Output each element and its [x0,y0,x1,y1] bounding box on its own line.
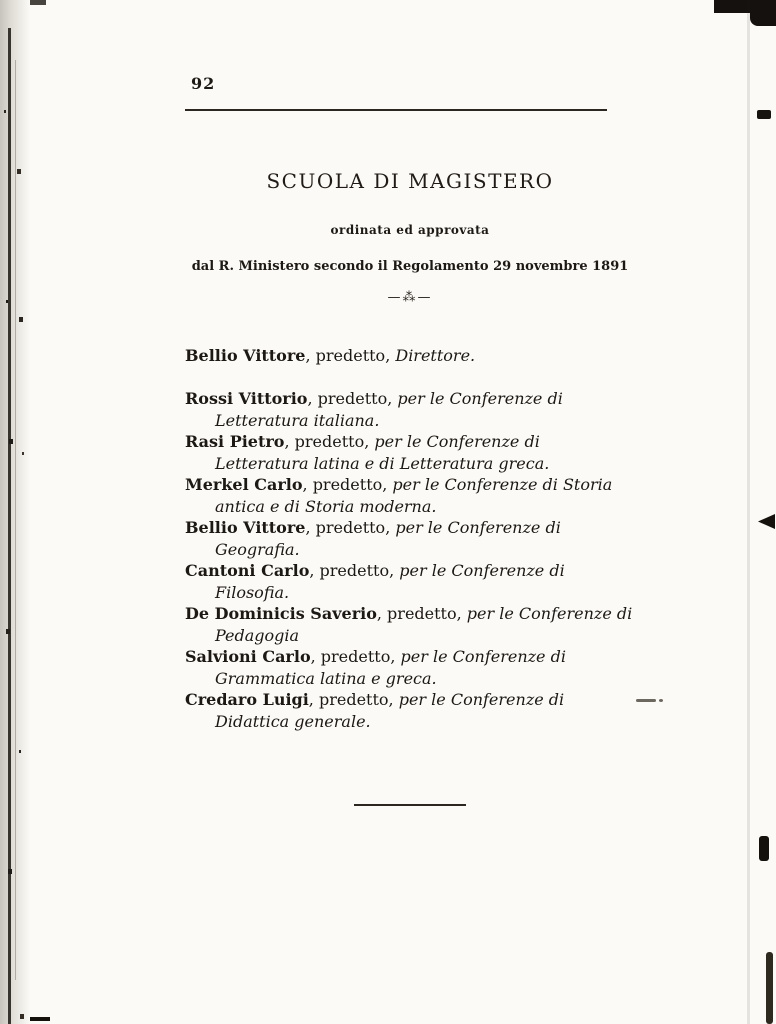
scan-mark-right-2 [758,514,775,529]
person-name: Bellio Vittore [185,518,306,537]
predetto-text: , predetto, [305,518,396,537]
person-name: Rossi Vittorio [185,389,308,408]
page-number: 92 [191,74,216,93]
person-name: Rasi Pietro [185,432,285,451]
faculty-entry [185,603,635,646]
scan-mark-top-right-blob [750,0,776,26]
role-text: per le Conferenze di Letteratura italiana. [215,389,563,430]
role-text: Direttore. [395,346,476,365]
page-fold-shadow [747,0,750,1024]
role-text: per le Conferenze di Storia antica e di Storia moderna. [215,475,613,516]
scan-mark-top-left [30,0,46,5]
binding-edge-line-faint [15,60,16,980]
scan-mark-bottom-left [30,1017,50,1021]
predetto-text: , predetto, [284,432,375,451]
faculty-entry [185,474,635,517]
faculty-entry [185,388,635,431]
faculty-entry [185,345,635,367]
scan-mark-right-1 [757,110,771,119]
predetto-text: , predetto, [307,389,398,408]
role-text: per le Conferenze di Filosofia. [215,561,565,602]
faculty-entry [185,517,635,560]
predetto-text: , predetto, [310,647,401,666]
role-text: per le Conferenze di Letteratura latina e di Letteratura greca. [215,432,550,473]
predetto-text: , predetto, [309,561,400,580]
header-rule [185,109,607,111]
ornament-divider: —⁂— [387,290,433,305]
predetto-text: , predetto, [376,604,467,623]
role-text: per le Conferenze di Pedagogia [215,604,633,645]
person-name: Salvioni Carlo [185,647,311,666]
pen-mark-margin [636,699,656,702]
person-name: Cantoni Carlo [185,561,310,580]
scan-speckles [4,110,6,113]
person-name: Merkel Carlo [185,475,303,494]
page-content [185,74,635,806]
scan-mark-right-3 [759,836,769,861]
faculty-entry [185,431,635,474]
binding-edge-line [8,28,11,1024]
person-name: Credaro Luigi [185,690,309,709]
predetto-text: , predetto, [305,346,396,365]
faculty-entry [185,560,635,603]
footer-rule [354,804,466,806]
faculty-entry [185,646,635,689]
scan-mark-right-4 [766,952,773,1024]
faculty-entry [185,689,635,732]
person-name: Bellio Vittore [185,346,306,365]
role-text: per le Conferenze di Grammatica latina e greca. [215,647,566,688]
page-title: SCUOLA DI MAGISTERO [266,169,554,193]
role-text: per le Conferenze di Geografia. [215,518,561,559]
subtitle-ministry: dal R. Ministero secondo il Regolamento 29 novembre 1891 [191,259,629,274]
person-name: De Dominicis Saverio [185,604,377,623]
faculty-list [185,345,635,732]
role-text: per le Conferenze di Didattica generale. [215,690,565,731]
predetto-text: , predetto, [302,475,393,494]
subtitle-approval: ordinata ed approvata [330,223,490,237]
predetto-text: , predetto, [308,690,399,709]
